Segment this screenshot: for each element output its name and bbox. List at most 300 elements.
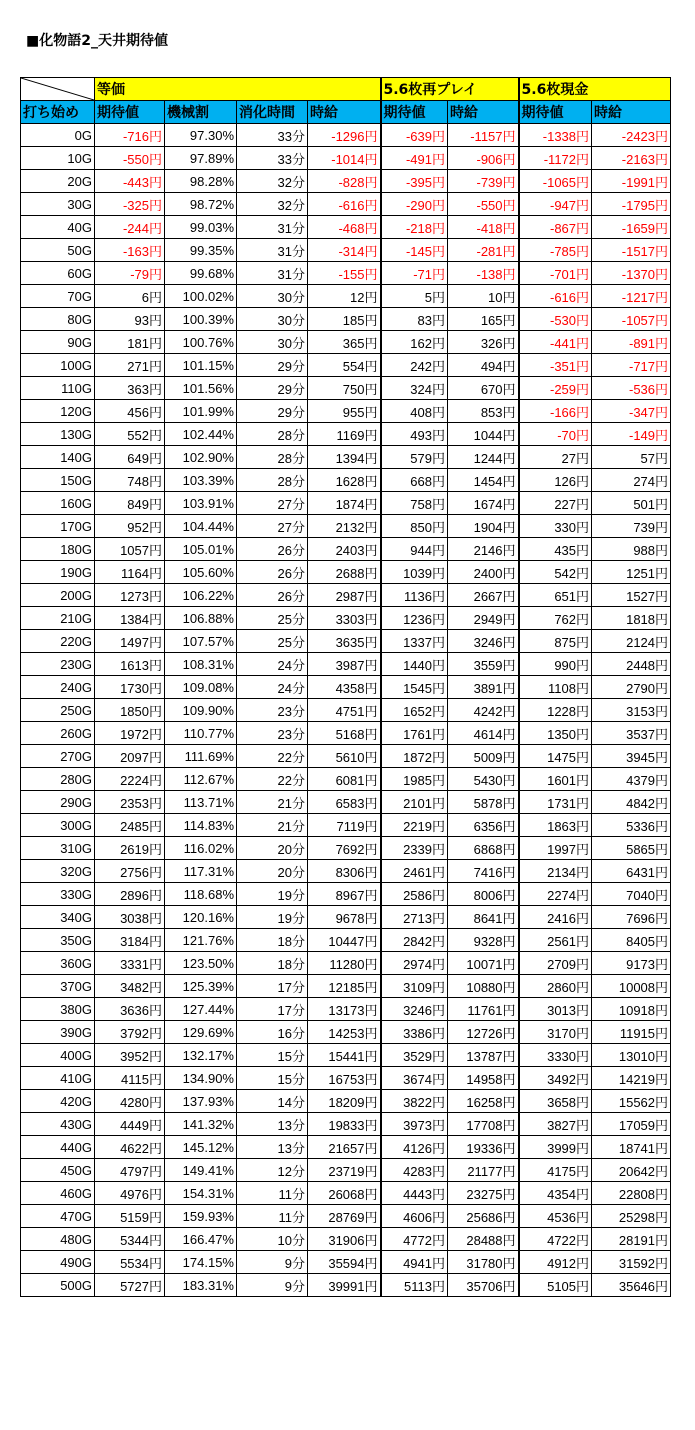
cell-payout: 149.41% bbox=[165, 1159, 237, 1182]
cell-time: 26分 bbox=[237, 538, 308, 561]
cell-time: 23分 bbox=[237, 699, 308, 722]
cell-cash-ev: 1601円 bbox=[519, 768, 592, 791]
cell-hourly: -314円 bbox=[308, 239, 381, 262]
cell-cash-ev: 4536円 bbox=[519, 1205, 592, 1228]
cell-cash-hourly: 2790円 bbox=[592, 676, 671, 699]
cell-hourly: 39991円 bbox=[308, 1274, 381, 1297]
cell-cash-hourly: -717円 bbox=[592, 354, 671, 377]
cell-start-game: 130G bbox=[21, 423, 95, 446]
cell-cash-ev: 1475円 bbox=[519, 745, 592, 768]
cell-ev: 1164円 bbox=[95, 561, 165, 584]
cell-payout: 110.77% bbox=[165, 722, 237, 745]
cell-replay-ev: 4443円 bbox=[381, 1182, 448, 1205]
cell-replay-hourly: 2146円 bbox=[448, 538, 519, 561]
cell-replay-ev: 83円 bbox=[381, 308, 448, 331]
cell-time: 30分 bbox=[237, 308, 308, 331]
cell-start-game: 250G bbox=[21, 699, 95, 722]
cell-start-game: 430G bbox=[21, 1113, 95, 1136]
cell-replay-hourly: 25686円 bbox=[448, 1205, 519, 1228]
cell-ev: 5727円 bbox=[95, 1274, 165, 1297]
cell-replay-hourly: 6868円 bbox=[448, 837, 519, 860]
cell-time: 21分 bbox=[237, 791, 308, 814]
cell-cash-hourly: 10008円 bbox=[592, 975, 671, 998]
cell-cash-hourly: 3537円 bbox=[592, 722, 671, 745]
cell-replay-hourly: 326円 bbox=[448, 331, 519, 354]
cell-payout: 106.88% bbox=[165, 607, 237, 630]
cell-replay-ev: -218円 bbox=[381, 216, 448, 239]
table-row bbox=[21, 791, 671, 814]
cell-ev: 3184円 bbox=[95, 929, 165, 952]
cell-cash-hourly: 57円 bbox=[592, 446, 671, 469]
cell-cash-ev: -351円 bbox=[519, 354, 592, 377]
cell-payout: 123.50% bbox=[165, 952, 237, 975]
cell-hourly: -828円 bbox=[308, 170, 381, 193]
cell-time: 22分 bbox=[237, 745, 308, 768]
cell-replay-hourly: 1674円 bbox=[448, 492, 519, 515]
cell-payout: 166.47% bbox=[165, 1228, 237, 1251]
cell-start-game: 240G bbox=[21, 676, 95, 699]
cell-cash-ev: 1731円 bbox=[519, 791, 592, 814]
cell-time: 13分 bbox=[237, 1136, 308, 1159]
cell-cash-hourly: -1217円 bbox=[592, 285, 671, 308]
cell-replay-ev: 2101円 bbox=[381, 791, 448, 814]
table-row bbox=[21, 1274, 671, 1297]
cell-time: 33分 bbox=[237, 147, 308, 170]
cell-hourly: 2132円 bbox=[308, 515, 381, 538]
cell-cash-hourly: -347円 bbox=[592, 400, 671, 423]
cell-start-game: 450G bbox=[21, 1159, 95, 1182]
cell-cash-hourly: 35646円 bbox=[592, 1274, 671, 1297]
cell-replay-hourly: 16258円 bbox=[448, 1090, 519, 1113]
cell-replay-hourly: 14958円 bbox=[448, 1067, 519, 1090]
cell-replay-ev: 1985円 bbox=[381, 768, 448, 791]
cell-cash-hourly: -1659円 bbox=[592, 216, 671, 239]
cell-payout: 107.57% bbox=[165, 630, 237, 653]
cell-payout: 174.15% bbox=[165, 1251, 237, 1274]
cell-ev: 2224円 bbox=[95, 768, 165, 791]
cell-cash-ev: -1065円 bbox=[519, 170, 592, 193]
cell-replay-hourly: 4614円 bbox=[448, 722, 519, 745]
cell-start-game: 490G bbox=[21, 1251, 95, 1274]
cell-cash-ev: -166円 bbox=[519, 400, 592, 423]
cell-cash-hourly: 501円 bbox=[592, 492, 671, 515]
cell-payout: 116.02% bbox=[165, 837, 237, 860]
col-header-ev: 期待値 bbox=[95, 101, 165, 124]
cell-time: 25分 bbox=[237, 630, 308, 653]
cell-start-game: 300G bbox=[21, 814, 95, 837]
cell-payout: 102.90% bbox=[165, 446, 237, 469]
cell-start-game: 100G bbox=[21, 354, 95, 377]
cell-time: 31分 bbox=[237, 262, 308, 285]
cell-hourly: -155円 bbox=[308, 262, 381, 285]
cell-replay-hourly: 28488円 bbox=[448, 1228, 519, 1251]
cell-cash-ev: 4912円 bbox=[519, 1251, 592, 1274]
cell-cash-hourly: 4842円 bbox=[592, 791, 671, 814]
cell-ev: 1730円 bbox=[95, 676, 165, 699]
cell-payout: 109.90% bbox=[165, 699, 237, 722]
cell-start-game: 20G bbox=[21, 170, 95, 193]
table-row bbox=[21, 147, 671, 170]
cell-time: 26分 bbox=[237, 584, 308, 607]
cell-payout: 114.83% bbox=[165, 814, 237, 837]
cell-ev: 3482円 bbox=[95, 975, 165, 998]
cell-cash-ev: -785円 bbox=[519, 239, 592, 262]
cell-start-game: 40G bbox=[21, 216, 95, 239]
table-row bbox=[21, 1090, 671, 1113]
cell-cash-hourly: 2448円 bbox=[592, 653, 671, 676]
cell-start-game: 60G bbox=[21, 262, 95, 285]
cell-payout: 137.93% bbox=[165, 1090, 237, 1113]
cell-hourly: 1874円 bbox=[308, 492, 381, 515]
cell-start-game: 280G bbox=[21, 768, 95, 791]
cell-replay-ev: 242円 bbox=[381, 354, 448, 377]
cell-replay-hourly: 3246円 bbox=[448, 630, 519, 653]
table-row bbox=[21, 170, 671, 193]
cell-hourly: 7119円 bbox=[308, 814, 381, 837]
table-row bbox=[21, 1021, 671, 1044]
cell-cash-ev: -616円 bbox=[519, 285, 592, 308]
cell-hourly: 955円 bbox=[308, 400, 381, 423]
cell-replay-ev: -71円 bbox=[381, 262, 448, 285]
cell-hourly: 750円 bbox=[308, 377, 381, 400]
table-row bbox=[21, 1251, 671, 1274]
cell-replay-hourly: 853円 bbox=[448, 400, 519, 423]
cell-time: 28分 bbox=[237, 469, 308, 492]
cell-replay-ev: 1761円 bbox=[381, 722, 448, 745]
cell-start-game: 390G bbox=[21, 1021, 95, 1044]
cell-start-game: 410G bbox=[21, 1067, 95, 1090]
cell-cash-ev: 3827円 bbox=[519, 1113, 592, 1136]
cell-hourly: 19833円 bbox=[308, 1113, 381, 1136]
cell-hourly: 5168円 bbox=[308, 722, 381, 745]
cell-replay-ev: 2339円 bbox=[381, 837, 448, 860]
cell-replay-ev: 850円 bbox=[381, 515, 448, 538]
cell-cash-hourly: -149円 bbox=[592, 423, 671, 446]
table-row bbox=[21, 193, 671, 216]
cell-replay-ev: 2586円 bbox=[381, 883, 448, 906]
cell-ev: 849円 bbox=[95, 492, 165, 515]
cell-cash-ev: -70円 bbox=[519, 423, 592, 446]
cell-cash-ev: 4354円 bbox=[519, 1182, 592, 1205]
cell-payout: 101.15% bbox=[165, 354, 237, 377]
cell-time: 29分 bbox=[237, 377, 308, 400]
cell-replay-ev: 4772円 bbox=[381, 1228, 448, 1251]
cell-payout: 108.31% bbox=[165, 653, 237, 676]
cell-start-game: 420G bbox=[21, 1090, 95, 1113]
cell-replay-hourly: 9328円 bbox=[448, 929, 519, 952]
cell-hourly: 23719円 bbox=[308, 1159, 381, 1182]
cell-payout: 100.02% bbox=[165, 285, 237, 308]
table-row bbox=[21, 515, 671, 538]
cell-ev: -325円 bbox=[95, 193, 165, 216]
table-row bbox=[21, 584, 671, 607]
cell-payout: 102.44% bbox=[165, 423, 237, 446]
cell-cash-hourly: 11915円 bbox=[592, 1021, 671, 1044]
cell-time: 20分 bbox=[237, 837, 308, 860]
cell-replay-hourly: 165円 bbox=[448, 308, 519, 331]
cell-hourly: 3303円 bbox=[308, 607, 381, 630]
cell-cash-ev: 2860円 bbox=[519, 975, 592, 998]
cell-hourly: -468円 bbox=[308, 216, 381, 239]
cell-replay-hourly: 13787円 bbox=[448, 1044, 519, 1067]
table-row bbox=[21, 699, 671, 722]
cell-start-game: 70G bbox=[21, 285, 95, 308]
cell-cash-ev: 1863円 bbox=[519, 814, 592, 837]
table-row bbox=[21, 1044, 671, 1067]
cell-cash-ev: 3658円 bbox=[519, 1090, 592, 1113]
cell-replay-hourly: 670円 bbox=[448, 377, 519, 400]
cell-start-game: 380G bbox=[21, 998, 95, 1021]
cell-ev: -79円 bbox=[95, 262, 165, 285]
cell-hourly: 5610円 bbox=[308, 745, 381, 768]
cell-replay-ev: -145円 bbox=[381, 239, 448, 262]
cell-start-game: 470G bbox=[21, 1205, 95, 1228]
cell-time: 29分 bbox=[237, 400, 308, 423]
cell-time: 13分 bbox=[237, 1113, 308, 1136]
cell-replay-ev: 3109円 bbox=[381, 975, 448, 998]
group-cash: 5.6枚現金 bbox=[519, 78, 671, 101]
cell-replay-hourly: -739円 bbox=[448, 170, 519, 193]
cell-ev: 2896円 bbox=[95, 883, 165, 906]
cell-cash-hourly: -1057円 bbox=[592, 308, 671, 331]
cell-start-game: 110G bbox=[21, 377, 95, 400]
cell-ev: 1273円 bbox=[95, 584, 165, 607]
cell-cash-hourly: 3153円 bbox=[592, 699, 671, 722]
cell-start-game: 350G bbox=[21, 929, 95, 952]
cell-hourly: 18209円 bbox=[308, 1090, 381, 1113]
table-row bbox=[21, 906, 671, 929]
cell-replay-ev: 3246円 bbox=[381, 998, 448, 1021]
cell-replay-hourly: 4242円 bbox=[448, 699, 519, 722]
table-row bbox=[21, 262, 671, 285]
cell-replay-ev: 4126円 bbox=[381, 1136, 448, 1159]
cell-replay-hourly: 5878円 bbox=[448, 791, 519, 814]
cell-replay-ev: -639円 bbox=[381, 124, 448, 147]
cell-payout: 132.17% bbox=[165, 1044, 237, 1067]
cell-cash-hourly: 2124円 bbox=[592, 630, 671, 653]
cell-cash-hourly: 10918円 bbox=[592, 998, 671, 1021]
cell-cash-ev: 2134円 bbox=[519, 860, 592, 883]
group-header-row bbox=[21, 78, 671, 101]
cell-time: 30分 bbox=[237, 331, 308, 354]
cell-ev: 2619円 bbox=[95, 837, 165, 860]
table-row bbox=[21, 860, 671, 883]
cell-replay-ev: 4606円 bbox=[381, 1205, 448, 1228]
cell-replay-hourly: 3559円 bbox=[448, 653, 519, 676]
table-row bbox=[21, 745, 671, 768]
cell-time: 24分 bbox=[237, 653, 308, 676]
cell-replay-ev: 2713円 bbox=[381, 906, 448, 929]
cell-replay-hourly: 1244円 bbox=[448, 446, 519, 469]
cell-cash-hourly: 1818円 bbox=[592, 607, 671, 630]
cell-time: 26分 bbox=[237, 561, 308, 584]
cell-cash-ev: 2561円 bbox=[519, 929, 592, 952]
cell-hourly: 35594円 bbox=[308, 1251, 381, 1274]
cell-cash-hourly: 8405円 bbox=[592, 929, 671, 952]
cell-time: 32分 bbox=[237, 193, 308, 216]
cell-start-game: 370G bbox=[21, 975, 95, 998]
cell-ev: 1057円 bbox=[95, 538, 165, 561]
cell-cash-ev: 2416円 bbox=[519, 906, 592, 929]
cell-replay-ev: 3674円 bbox=[381, 1067, 448, 1090]
cell-ev: 3636円 bbox=[95, 998, 165, 1021]
cell-replay-hourly: 7416円 bbox=[448, 860, 519, 883]
cell-replay-ev: 408円 bbox=[381, 400, 448, 423]
cell-start-game: 440G bbox=[21, 1136, 95, 1159]
cell-ev: 1972円 bbox=[95, 722, 165, 745]
cell-replay-hourly: 31780円 bbox=[448, 1251, 519, 1274]
cell-payout: 104.44% bbox=[165, 515, 237, 538]
cell-payout: 183.31% bbox=[165, 1274, 237, 1297]
cell-hourly: 1628円 bbox=[308, 469, 381, 492]
cell-time: 33分 bbox=[237, 124, 308, 147]
cell-cash-ev: 875円 bbox=[519, 630, 592, 653]
table-row bbox=[21, 1228, 671, 1251]
cell-ev: 1497円 bbox=[95, 630, 165, 653]
cell-time: 18分 bbox=[237, 929, 308, 952]
cell-cash-ev: -259円 bbox=[519, 377, 592, 400]
table-row bbox=[21, 607, 671, 630]
cell-replay-ev: 2842円 bbox=[381, 929, 448, 952]
cell-ev: 2353円 bbox=[95, 791, 165, 814]
cell-cash-ev: 762円 bbox=[519, 607, 592, 630]
table-row bbox=[21, 1113, 671, 1136]
cell-ev: -163円 bbox=[95, 239, 165, 262]
cell-hourly: 1394円 bbox=[308, 446, 381, 469]
table-row bbox=[21, 1205, 671, 1228]
group-toka: 等価 bbox=[95, 78, 381, 101]
cell-payout: 129.69% bbox=[165, 1021, 237, 1044]
cell-time: 15分 bbox=[237, 1044, 308, 1067]
cell-start-game: 400G bbox=[21, 1044, 95, 1067]
cell-start-game: 460G bbox=[21, 1182, 95, 1205]
cell-ev: 3331円 bbox=[95, 952, 165, 975]
table-row bbox=[21, 469, 671, 492]
cell-cash-ev: -867円 bbox=[519, 216, 592, 239]
col-header-time: 消化時間 bbox=[237, 101, 308, 124]
cell-ev: 6円 bbox=[95, 285, 165, 308]
cell-time: 20分 bbox=[237, 860, 308, 883]
table-row bbox=[21, 975, 671, 998]
table-row bbox=[21, 1159, 671, 1182]
cell-cash-ev: 3170円 bbox=[519, 1021, 592, 1044]
cell-replay-hourly: 2667円 bbox=[448, 584, 519, 607]
cell-ev: 3952円 bbox=[95, 1044, 165, 1067]
cell-time: 17分 bbox=[237, 975, 308, 998]
cell-cash-hourly: 1251円 bbox=[592, 561, 671, 584]
cell-hourly: 185円 bbox=[308, 308, 381, 331]
cell-start-game: 120G bbox=[21, 400, 95, 423]
cell-ev: 363円 bbox=[95, 377, 165, 400]
cell-cash-hourly: 28191円 bbox=[592, 1228, 671, 1251]
cell-start-game: 170G bbox=[21, 515, 95, 538]
cell-hourly: 14253円 bbox=[308, 1021, 381, 1044]
cell-start-game: 140G bbox=[21, 446, 95, 469]
cell-start-game: 10G bbox=[21, 147, 95, 170]
cell-start-game: 80G bbox=[21, 308, 95, 331]
cell-hourly: 13173円 bbox=[308, 998, 381, 1021]
cell-cash-ev: 27円 bbox=[519, 446, 592, 469]
table-row bbox=[21, 883, 671, 906]
cell-payout: 99.68% bbox=[165, 262, 237, 285]
cell-replay-hourly: 5009円 bbox=[448, 745, 519, 768]
cell-ev: 1384円 bbox=[95, 607, 165, 630]
cell-ev: 181円 bbox=[95, 331, 165, 354]
cell-payout: 121.76% bbox=[165, 929, 237, 952]
cell-replay-hourly: -138円 bbox=[448, 262, 519, 285]
cell-replay-ev: -491円 bbox=[381, 147, 448, 170]
cell-ev: 3792円 bbox=[95, 1021, 165, 1044]
cell-ev: 2097円 bbox=[95, 745, 165, 768]
table-row bbox=[21, 1182, 671, 1205]
cell-cash-hourly: 15562円 bbox=[592, 1090, 671, 1113]
cell-time: 14分 bbox=[237, 1090, 308, 1113]
cell-cash-ev: 542円 bbox=[519, 561, 592, 584]
cell-replay-ev: 4283円 bbox=[381, 1159, 448, 1182]
cell-replay-hourly: 8641円 bbox=[448, 906, 519, 929]
cell-hourly: -1296円 bbox=[308, 124, 381, 147]
cell-cash-hourly: 17059円 bbox=[592, 1113, 671, 1136]
table-row bbox=[21, 216, 671, 239]
cell-cash-hourly: -1795円 bbox=[592, 193, 671, 216]
cell-replay-ev: 1039円 bbox=[381, 561, 448, 584]
cell-time: 10分 bbox=[237, 1228, 308, 1251]
cell-replay-ev: 1545円 bbox=[381, 676, 448, 699]
cell-start-game: 220G bbox=[21, 630, 95, 653]
ceiling-expectation-table bbox=[20, 77, 671, 1297]
cell-ev: 2756円 bbox=[95, 860, 165, 883]
cell-time: 25分 bbox=[237, 607, 308, 630]
cell-start-game: 0G bbox=[21, 124, 95, 147]
cell-start-game: 90G bbox=[21, 331, 95, 354]
cell-replay-ev: 579円 bbox=[381, 446, 448, 469]
cell-start-game: 330G bbox=[21, 883, 95, 906]
cell-cash-ev: 3013円 bbox=[519, 998, 592, 1021]
cell-time: 24分 bbox=[237, 676, 308, 699]
cell-hourly: 11280円 bbox=[308, 952, 381, 975]
cell-replay-hourly: 2949円 bbox=[448, 607, 519, 630]
cell-replay-hourly: -550円 bbox=[448, 193, 519, 216]
cell-hourly: 1169円 bbox=[308, 423, 381, 446]
cell-hourly: 554円 bbox=[308, 354, 381, 377]
cell-cash-ev: -441円 bbox=[519, 331, 592, 354]
cell-ev: 2485円 bbox=[95, 814, 165, 837]
cell-cash-ev: -530円 bbox=[519, 308, 592, 331]
cell-start-game: 480G bbox=[21, 1228, 95, 1251]
cell-payout: 105.60% bbox=[165, 561, 237, 584]
cell-replay-hourly: 5430円 bbox=[448, 768, 519, 791]
cell-time: 30分 bbox=[237, 285, 308, 308]
cell-replay-hourly: 10071円 bbox=[448, 952, 519, 975]
cell-payout: 99.03% bbox=[165, 216, 237, 239]
diagonal-line-icon bbox=[21, 78, 94, 100]
cell-cash-hourly: 13010円 bbox=[592, 1044, 671, 1067]
cell-cash-ev: 3999円 bbox=[519, 1136, 592, 1159]
cell-cash-hourly: 31592円 bbox=[592, 1251, 671, 1274]
cell-replay-ev: 493円 bbox=[381, 423, 448, 446]
cell-cash-ev: 4722円 bbox=[519, 1228, 592, 1251]
table-row bbox=[21, 814, 671, 837]
cell-time: 22分 bbox=[237, 768, 308, 791]
cell-cash-hourly: 6431円 bbox=[592, 860, 671, 883]
cell-time: 27分 bbox=[237, 515, 308, 538]
cell-replay-hourly: 6356円 bbox=[448, 814, 519, 837]
table-row bbox=[21, 538, 671, 561]
cell-cash-hourly: 274円 bbox=[592, 469, 671, 492]
table-row bbox=[21, 308, 671, 331]
cell-hourly: 4751円 bbox=[308, 699, 381, 722]
cell-start-game: 310G bbox=[21, 837, 95, 860]
